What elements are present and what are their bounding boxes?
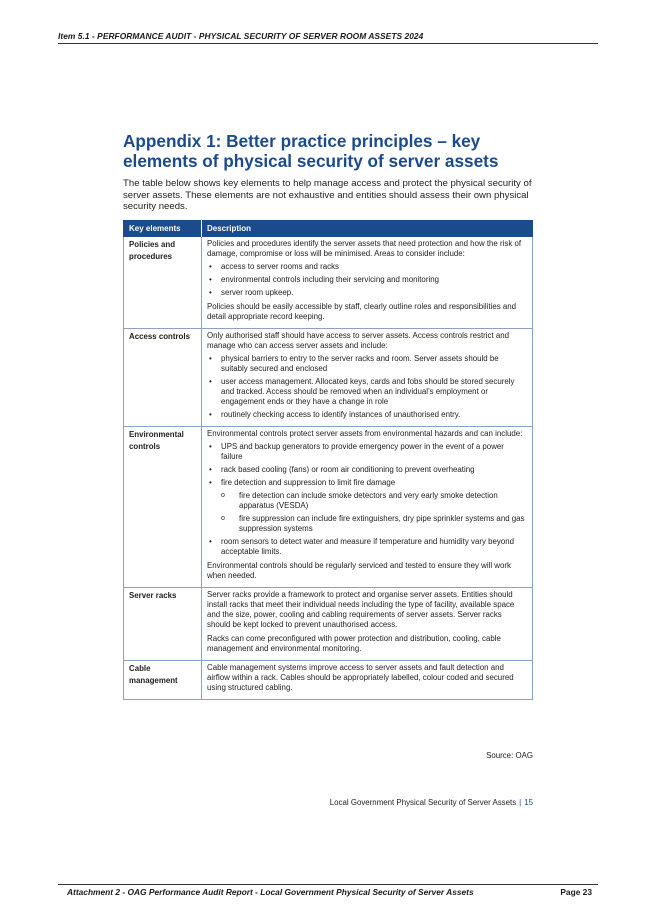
row-key: Server racks [124,588,202,661]
bullet-list [207,442,527,488]
header-key-elements: Key elements [124,220,202,237]
description-paragraph: Environmental controls protect server assets from environmental hazards and can include: [207,429,523,438]
row-description [202,661,533,700]
row-key: Cable management [124,661,202,700]
row-description [202,237,533,329]
list-item: • fire detection and suppression to limit fire damage [207,478,527,488]
description-paragraph: Policies should be easily accessible by staff, clearly outline roles and responsibilities and detail appropriate record keeping. [207,302,517,321]
row-key: Policies and procedures [124,237,202,329]
report-page-number: 15 [524,798,533,807]
attachment-title: Attachment 2 - OAG Performance Audit Report - Local Government Physical Security of Server Assets [67,887,474,897]
attachment-page-number: Page 23 [560,887,592,897]
row-key: Access controls [124,329,202,427]
list-item: • room sensors to detect water and measure if temperature and humidity vary beyond acceptable limits. [207,537,527,557]
header-description: Description [202,220,533,237]
list-item: • routinely checking access to identify instances of unauthorised entry. [207,410,527,420]
table-row [124,329,533,427]
report-footer [300,798,533,807]
list-item: • user access management. Allocated keys, cards and fobs should be stored securely and tracked. Access should be removed when an individual’s employment or engagement ends or they have a change in role [207,377,527,407]
list-item: • access to server rooms and racks [207,262,527,272]
bullet-list [207,262,527,298]
table-row [124,661,533,700]
table-source: Source: OAG [486,751,533,760]
description-paragraph: Environmental controls should be regularly serviced and tested to ensure they will work when needed. [207,561,511,580]
row-description [202,427,533,588]
key-elements-table [123,220,533,700]
list-item: • physical barriers to entry to the server racks and room. Server assets should be suitably secured and enclosed [207,354,527,374]
table-row [124,427,533,588]
page-title: Appendix 1: Better practice principles – key elements of physical security of server assets [123,131,499,171]
description-paragraph: Server racks provide a framework to protect and organise server assets. Entities should install racks that meet their individual needs including the type of facility, available space and the size, power, cooling and cabling requirements of server assets. Server racks should be kept locked to prevent unauthorised access. [207,590,515,629]
report-title: Local Government Physical Security of Server Assets [329,798,517,807]
sub-bullet-list [215,491,527,534]
running-header: Item 5.1 - PERFORMANCE AUDIT - PHYSICAL SECURITY OF SERVER ROOM ASSETS 2024 [58,31,598,44]
table-row [124,237,533,329]
list-item: • environmental controls including their servicing and monitoring [207,275,527,285]
list-item: o fire suppression can include fire extinguishers, dry pipe sprinkler systems and gas suppression systems [215,514,527,534]
row-key: Environmental controls [124,427,202,588]
row-description [202,588,533,661]
list-item: • UPS and backup generators to provide emergency power in the event of a power failure [207,442,527,462]
list-item: • rack based cooling (fans) or room air conditioning to prevent overheating [207,465,527,475]
bullet-list [207,537,527,557]
footer-separator: | [519,798,522,807]
table-row [124,588,533,661]
table-header-row [124,220,533,237]
bullet-list [207,354,527,420]
row-description [202,329,533,427]
description-paragraph: Cable management systems improve access to server assets and fault detection and airflow within a rack. Cables should be appropriately labelled, colour coded and secured using structured cabling. [207,663,514,692]
description-paragraph: Racks can come preconfigured with power protection and distribution, cooling, cable management and environmental monitoring. [207,634,501,653]
list-item: o fire detection can include smoke detectors and very early smoke detection apparatus (VESDA) [215,491,527,511]
list-item: • server room upkeep. [207,288,527,298]
intro-paragraph: The table below shows key elements to help manage access and protect the physical security of server assets. These elements are not exhaustive and entities should assess their own physical security needs. [123,178,532,213]
description-paragraph: Policies and procedures identify the server assets that need protection and how the risk of damage, compromise or loss will be minimised. Areas to consider include: [207,239,522,258]
running-footer [58,884,598,897]
description-paragraph: Only authorised staff should have access to server assets. Access controls restrict and manage who can access server assets and include: [207,331,510,350]
